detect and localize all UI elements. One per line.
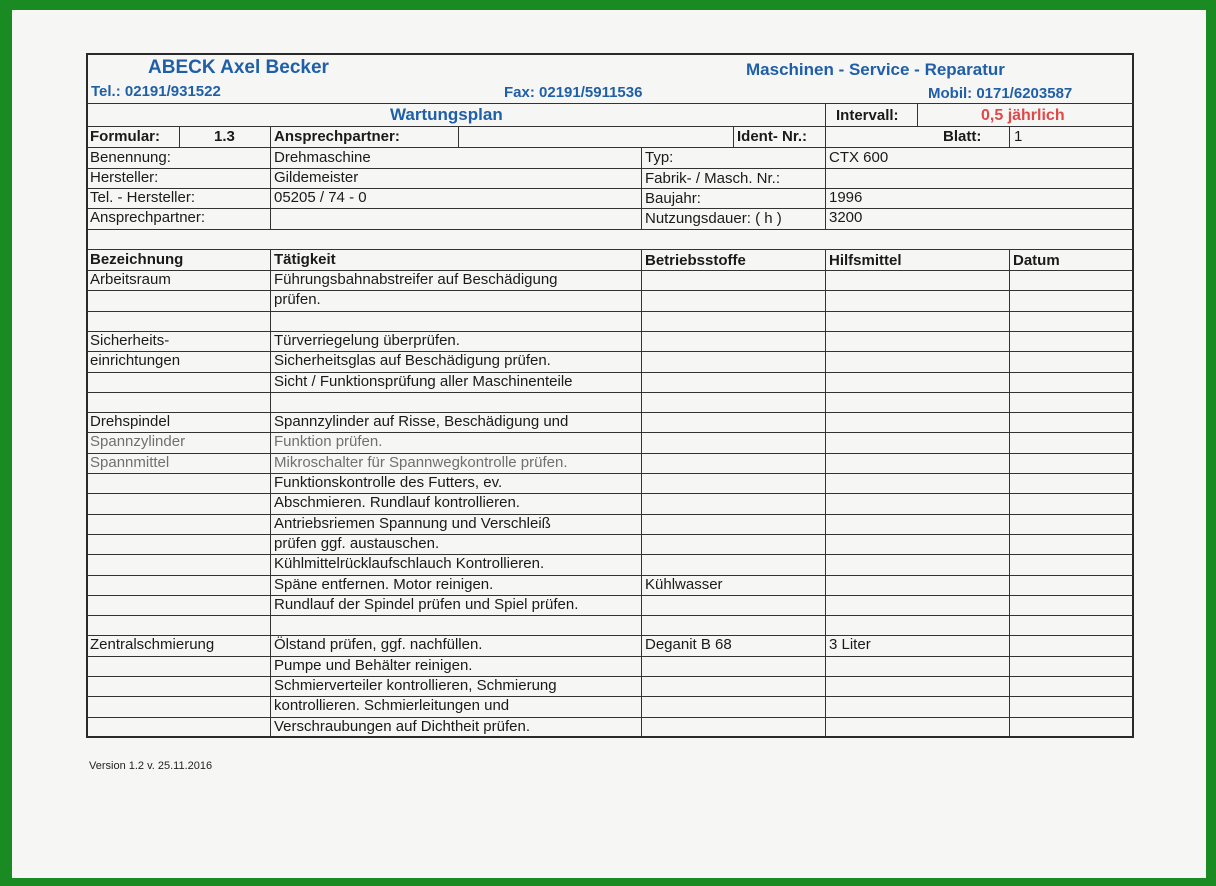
- row-divider: [87, 412, 1133, 413]
- services-title: Maschinen - Service - Reparatur: [746, 60, 1005, 79]
- table-cell-bez: Zentralschmierung: [90, 636, 215, 653]
- column-header-hilfsmittel: Hilfsmittel: [829, 252, 902, 269]
- row-divider: [87, 575, 1133, 576]
- row-divider: [87, 696, 1133, 697]
- ident-label: Ident- Nr.:: [737, 128, 807, 145]
- row-divider: [87, 331, 1133, 332]
- table-cell-tat: Späne entfernen. Motor reinigen.: [274, 576, 494, 593]
- divider: [1009, 127, 1010, 147]
- table-cell-bez: Arbeitsraum: [90, 271, 171, 288]
- table-cell-tat: Abschmieren. Rundlauf kontrollieren.: [274, 494, 520, 511]
- row-divider: [87, 615, 1133, 616]
- row-divider: [87, 493, 1133, 494]
- table-cell-tat: Pumpe und Behälter reinigen.: [274, 657, 473, 674]
- table-cell-tat: Spannzylinder auf Risse, Beschädigung und: [274, 413, 569, 430]
- table-cell-tat: kontrollieren. Schmierleitungen und: [274, 697, 510, 714]
- table-cell-betr: Kühlwasser: [645, 576, 723, 593]
- table-cell-tat: Schmierverteiler kontrollieren, Schmierung: [274, 677, 557, 694]
- table-cell-tat: Kühlmittelrücklaufschlauch Kontrollieren.: [274, 555, 545, 572]
- row-divider: [87, 351, 1133, 352]
- column-header-taetigkeit: Tätigkeit: [274, 251, 336, 268]
- row-divider: [87, 311, 1133, 312]
- formular-value: 1.3: [214, 128, 235, 145]
- baujahr-label: Baujahr:: [645, 190, 701, 207]
- row-divider: [87, 635, 1133, 636]
- fabrik-label: Fabrik- / Masch. Nr.:: [645, 170, 781, 187]
- divider: [458, 127, 459, 147]
- table-cell-bez: Spannzylinder: [90, 433, 186, 450]
- row-divider: [87, 432, 1133, 433]
- ansprechpartner-info-label: Ansprechpartner:: [90, 209, 206, 226]
- divider: [825, 127, 826, 229]
- divider: [179, 127, 180, 147]
- row-divider: [87, 453, 1133, 454]
- table-cell-tat: Antriebsriemen Spannung und Verschleiß: [274, 515, 551, 532]
- divider: [825, 104, 826, 126]
- row-divider: [87, 717, 1133, 718]
- company-owner: Axel Becker: [220, 57, 329, 78]
- ansprechpartner-label: Ansprechpartner:: [274, 128, 400, 145]
- divider: [87, 168, 1133, 169]
- table-cell-tat: Funktionskontrolle des Futters, ev.: [274, 474, 503, 491]
- hersteller-label: Hersteller:: [90, 169, 159, 186]
- intervall-label: Intervall:: [836, 107, 899, 124]
- tel-hersteller-label: Tel. - Hersteller:: [90, 189, 196, 206]
- divider: [87, 103, 1133, 104]
- table-cell-bez: Spannmittel: [90, 454, 170, 471]
- divider: [733, 127, 734, 147]
- column-header-datum: Datum: [1013, 252, 1060, 269]
- divider: [87, 147, 1133, 148]
- phone-number: Tel.: 02191/931522: [91, 83, 221, 100]
- table-cell-bez: Drehspindel: [90, 413, 171, 430]
- row-divider: [87, 676, 1133, 677]
- row-divider: [87, 372, 1133, 373]
- divider: [87, 270, 1133, 271]
- divider: [917, 104, 918, 126]
- row-divider: [87, 473, 1133, 474]
- table-cell-bez: Sicherheits-: [90, 332, 170, 349]
- nutzungsdauer-label: Nutzungsdauer: ( h ): [645, 210, 782, 227]
- plan-title: Wartungsplan: [390, 105, 503, 124]
- table-cell-tat: prüfen ggf. austauschen.: [274, 535, 440, 552]
- fax-number: Fax: 02191/5911536: [504, 84, 643, 101]
- row-divider: [87, 595, 1133, 596]
- column-header-bezeichnung: Bezeichnung: [90, 251, 184, 268]
- formular-label: Formular:: [90, 128, 161, 145]
- divider: [270, 127, 271, 229]
- blatt-value: 1: [1014, 128, 1023, 145]
- blatt-label: Blatt:: [943, 128, 982, 145]
- row-divider: [87, 392, 1133, 393]
- table-cell-bez: einrichtungen: [90, 352, 181, 369]
- baujahr-value: 1996: [829, 189, 863, 206]
- row-divider: [87, 554, 1133, 555]
- table-cell-tat: prüfen.: [274, 291, 321, 308]
- version-note: Version 1.2 v. 25.11.2016: [89, 760, 213, 772]
- company-short: ABECK: [148, 57, 216, 78]
- table-cell-hilf: 3 Liter: [829, 636, 871, 653]
- row-divider: [87, 534, 1133, 535]
- table-cell-tat: Führungsbahnabstreifer auf Beschädigung: [274, 271, 558, 288]
- table-cell-tat: Rundlauf der Spindel prüfen und Spiel prüfen.: [274, 596, 579, 613]
- mobile-number: Mobil: 0171/6203587: [928, 85, 1073, 102]
- divider: [87, 249, 1133, 250]
- table-cell-tat: Ölstand prüfen, ggf. nachfüllen.: [274, 636, 483, 653]
- intervall-value: 0,5 jährlich: [981, 107, 1065, 124]
- nutzungsdauer-value: 3200: [829, 209, 863, 226]
- tel-hersteller-value: 05205 / 74 - 0: [274, 189, 367, 206]
- divider: [87, 208, 1133, 209]
- table-cell-tat: Sicht / Funktionsprüfung aller Maschinenteile: [274, 373, 573, 390]
- hersteller-value: Gildemeister: [274, 169, 359, 186]
- divider: [641, 148, 642, 229]
- typ-value: CTX 600: [829, 149, 889, 166]
- table-cell-betr: Deganit B 68: [645, 636, 732, 653]
- benennung-value: Drehmaschine: [274, 149, 371, 166]
- column-header-betriebsstoffe: Betriebsstoffe: [645, 252, 746, 269]
- row-divider: [87, 656, 1133, 657]
- table-cell-tat: Mikroschalter für Spannwegkontrolle prüfen.: [274, 454, 568, 471]
- row-divider: [87, 290, 1133, 291]
- divider: [87, 229, 1133, 230]
- table-cell-tat: Türverriegelung überprüfen.: [274, 332, 460, 349]
- table-cell-tat: Verschraubungen auf Dichtheit prüfen.: [274, 718, 531, 735]
- divider: [87, 188, 1133, 189]
- row-divider: [87, 514, 1133, 515]
- table-cell-tat: Sicherheitsglas auf Beschädigung prüfen.: [274, 352, 551, 369]
- benennung-label: Benennung:: [90, 149, 171, 166]
- table-cell-tat: Funktion prüfen.: [274, 433, 383, 450]
- typ-label: Typ:: [645, 149, 674, 166]
